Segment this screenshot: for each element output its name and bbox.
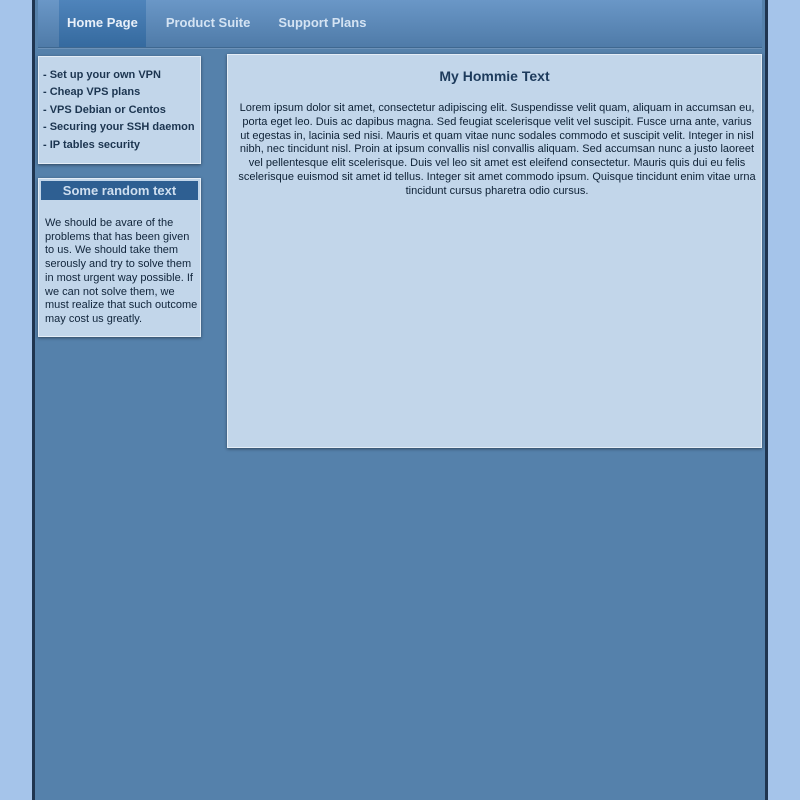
page-title: My Hommie Text bbox=[439, 68, 550, 84]
sidebar-links-panel bbox=[38, 56, 201, 164]
main-nav bbox=[59, 0, 384, 47]
sidebar-link-cheap-vps[interactable]: - Cheap VPS plans bbox=[43, 86, 141, 99]
nav-support-plans[interactable]: Support Plans bbox=[278, 15, 367, 30]
random-text-body: We should be avare of the problems that has been given to us. We should take them serously and try to solve them in most urgent way possible. If we can not solve them, we must realize that such outcome may cost us greatly. bbox=[45, 217, 198, 325]
sidebar-link-vps-debian-centos[interactable]: - VPS Debian or Centos bbox=[43, 103, 166, 116]
nav-product-suite[interactable]: Product Suite bbox=[165, 15, 251, 30]
sidebar-link-ssh-daemon[interactable]: - Securing your SSH daemon bbox=[43, 121, 195, 134]
main-content-panel bbox=[227, 54, 762, 448]
random-text-panel bbox=[38, 178, 201, 337]
content-body-text: Lorem ipsum dolor sit amet, consectetur adipiscing elit. Suspendisse velit quam, aliquam in accumsan eu, porta eget leo. Duis ac dapibus magna. Sed feugiat scelerisque velit vel suscipit. Fusce urna ante, varius ut egestas in, lacinia sed nisi. Mauris et quam vitae nunc sodales commodo et suscipit velit. Integer in nisl nibh, nec tincidunt nisl. Proin at ipsum convallis nisl convallis aliquam. Sed accumsan nunc a justo laoreet vel pellentesque elit scelerisque. Duis vel leo sit amet est eleifend consectetur. Mauris quis dui eu felis scelerisque euismod sit amet id tellus. Integer sit amet commodo ipsum. Quisque tincidunt enim vitae urna tincidunt cursus pharetra odio cursus. bbox=[238, 102, 756, 197]
nav-home-page[interactable]: Home Page bbox=[59, 0, 146, 47]
top-navigation-bar bbox=[38, 0, 762, 48]
random-text-title: Some random text bbox=[41, 181, 198, 200]
sidebar-link-iptables[interactable]: - IP tables security bbox=[43, 138, 141, 151]
sidebar-link-vpn[interactable]: - Set up your own VPN bbox=[43, 69, 161, 81]
